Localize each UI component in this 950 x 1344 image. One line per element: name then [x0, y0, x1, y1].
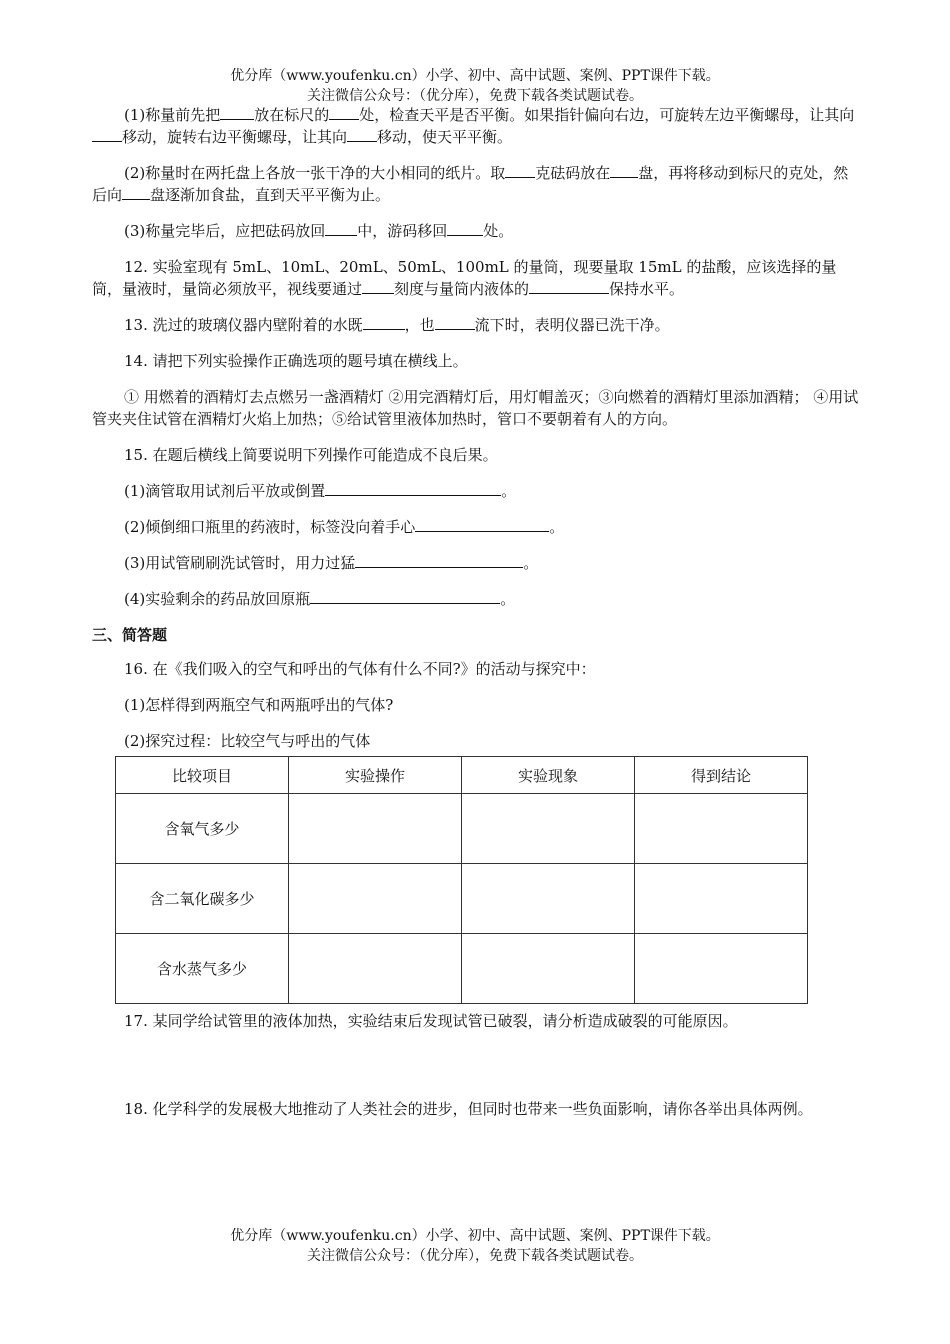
blank	[447, 220, 483, 236]
question-15-item-2: (2)倾倒细口瓶里的药液时，标签没向着手心 。	[124, 518, 565, 536]
question-17: 17. 某同学给试管里的液体加热，实验结束后发现试管已破裂，请分析造成破裂的可能原因。	[124, 1012, 738, 1030]
blank	[362, 278, 394, 294]
question-15-item-3: (3)用试管刷刷洗试管时，用力过猛 。	[124, 554, 539, 572]
answer-line	[325, 480, 501, 496]
row-label: 含二氧化碳多少	[116, 864, 289, 934]
question-15-item-1: (1)滴管取用试剂后平放或倒置 。	[124, 482, 517, 500]
empty-cell	[635, 794, 808, 864]
comparison-table	[115, 756, 808, 1004]
question-16-part-1: (1)怎样得到两瓶空气和两瓶呼出的气体?	[124, 696, 394, 714]
table-header-cell: 比较项目	[116, 757, 289, 794]
blank	[92, 126, 122, 142]
blank	[610, 162, 638, 178]
empty-cell	[462, 794, 635, 864]
blank	[220, 104, 254, 120]
empty-cell	[289, 794, 462, 864]
question-12: 12. 实验室现有 5mL、10mL、20mL、50mL、100mL 的量筒，现要量取 15mL 的盐酸，应该选择的量筒，量液时，量筒必须放平，视线要通过 刻度与量筒内液体的 保持水平。	[92, 258, 837, 298]
empty-cell	[289, 864, 462, 934]
empty-cell	[635, 864, 808, 934]
table-header-cell: 得到结论	[635, 757, 808, 794]
question-14-stem: 14. 请把下列实验操作正确选项的题号填在横线上。	[124, 352, 468, 370]
blank	[122, 184, 150, 200]
answer-line	[355, 552, 523, 568]
empty-cell	[289, 934, 462, 1004]
header-line-1: 优分库（www.youfenku.cn）小学、初中、高中试题、案例、PPT课件下载。	[230, 68, 720, 84]
blank	[325, 220, 357, 236]
blank	[435, 314, 475, 330]
table-row	[116, 864, 808, 934]
blank	[363, 314, 405, 330]
answer-line	[310, 588, 500, 604]
row-label: 含水蒸气多少	[116, 934, 289, 1004]
question-15-item-4: (4)实验剩余的药品放回原瓶 。	[124, 590, 516, 608]
q11-part3: (3)称量完毕后，应把砝码放回 中，游码移回 处。	[124, 222, 514, 240]
blank	[347, 126, 377, 142]
table-row	[116, 794, 808, 864]
question-18: 18. 化学科学的发展极大地推动了人类社会的进步，但同时也带来一些负面影响，请你各举出具体两例。	[124, 1100, 813, 1118]
question-16-stem: 16. 在《我们吸入的空气和呼出的气体有什么不同?》的活动与探究中：	[124, 660, 596, 678]
page-header	[0, 66, 950, 106]
blank	[505, 162, 535, 178]
empty-cell	[462, 864, 635, 934]
footer-line-1: 优分库（www.youfenku.cn）小学、初中、高中试题、案例、PPT课件下载。	[230, 1228, 720, 1244]
header-line-2: 关注微信公众号：（优分库），免费下载各类试题试卷。	[307, 88, 643, 104]
q11-part1: (1)称量前先把 放在标尺的 处，检查天平是否平衡。如果指针偏向右边，可旋转左边平衡螺母，让其向移动，旋转右边平衡螺母，让其向 移动，使天平平衡。	[92, 104, 860, 148]
q11-part2: (2)称量时在两托盘上各放一张干净的大小相同的纸片。取 克砝码放在 盘，再将移动到标尺的克处，然后向 盘逐渐加食盐，直到天平平衡为止。	[92, 164, 849, 204]
table-header-cell: 实验现象	[462, 757, 635, 794]
empty-cell	[462, 934, 635, 1004]
question-13: 13. 洗过的玻璃仪器内壁附着的水既 ，也 流下时，表明仪器已洗干净。	[124, 316, 670, 334]
worksheet-content	[92, 104, 860, 1120]
empty-cell	[635, 934, 808, 1004]
page-footer	[0, 1226, 950, 1266]
footer-line-2: 关注微信公众号：（优分库），免费下载各类试题试卷。	[307, 1248, 643, 1264]
blank	[329, 104, 359, 120]
answer-line	[415, 516, 549, 532]
section-title: 三、简答题	[92, 626, 168, 644]
row-label: 含氧气多少	[116, 794, 289, 864]
table-header-row	[116, 757, 808, 794]
table-row	[116, 934, 808, 1004]
blank	[529, 278, 609, 294]
table-header-cell: 实验操作	[289, 757, 462, 794]
question-14-options: ① 用燃着的酒精灯去点燃另一盏酒精灯 ②用完酒精灯后，用灯帽盖灭；③向燃着的酒精灯里添加酒精； ④用试管夹夹住试管在酒精灯火焰上加热；⑤给试管里液体加热时，管口不要朝着有人的方向。	[92, 388, 859, 428]
question-15-stem: 15. 在题后横线上简要说明下列操作可能造成不良后果。	[124, 446, 498, 464]
question-16-part-2: (2)探究过程：比较空气与呼出的气体	[124, 732, 371, 750]
